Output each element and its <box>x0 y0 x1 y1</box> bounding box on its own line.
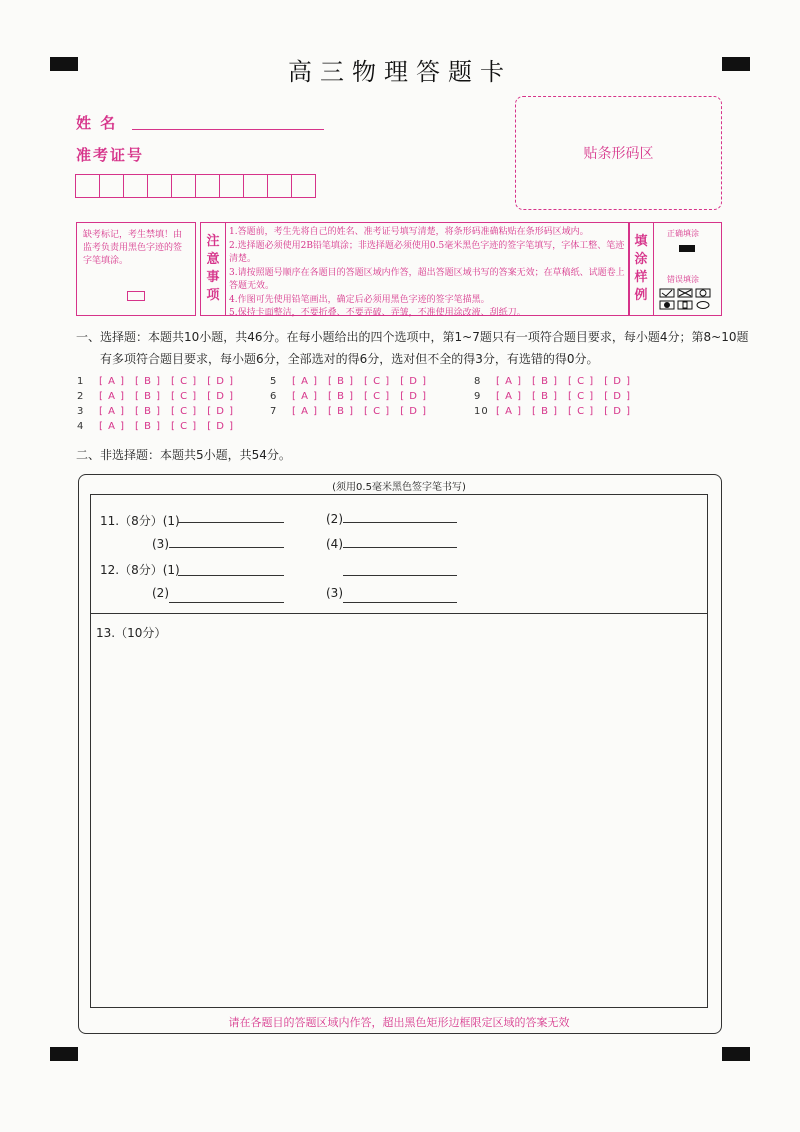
q11-3-label: (3) <box>152 537 169 551</box>
wrong-fill-samples <box>659 287 717 311</box>
q12-2-label: (2) <box>152 586 169 600</box>
choice-row <box>270 376 427 387</box>
option-bubble[interactable]: [ C ] <box>171 406 198 417</box>
option-bubble[interactable]: [ C ] <box>568 391 595 402</box>
absent-mark-box <box>76 222 196 316</box>
choice-row <box>474 406 631 417</box>
option-bubble[interactable]: [ D ] <box>400 391 428 402</box>
notice-item: 4.作图可先使用铅笔画出，确定后必须用黑色字迹的签字笔描黑。 <box>229 294 490 305</box>
question-number: 1 <box>77 376 85 387</box>
choice-row <box>77 376 234 387</box>
notice-item: 3.请按照题号顺序在各题目的答题区域内作答，超出答题区域书写的答案无效；在草稿纸、试题卷上答题无效。 <box>229 267 625 291</box>
option-bubble[interactable]: [ A ] <box>496 376 523 387</box>
fill-example-title <box>633 233 649 305</box>
section1-heading-line2: 有多项符合题目要求，每小题6分，全部选对的得6分，选对但不全的得3分，有选错的得0分。 <box>100 352 599 366</box>
option-bubble[interactable]: [ A ] <box>99 376 126 387</box>
digit-box[interactable] <box>123 174 148 198</box>
option-bubble[interactable]: [ B ] <box>532 406 559 417</box>
option-bubble[interactable]: [ C ] <box>364 391 391 402</box>
q12-3-label: (3) <box>326 586 343 600</box>
q11-label: 11.（8分）(1) <box>100 514 180 528</box>
notice-box <box>200 222 630 316</box>
q12-label: 12.（8分）(1) <box>100 563 180 577</box>
question-number: 10 <box>474 406 489 417</box>
digit-box[interactable] <box>243 174 268 198</box>
answer-area-q13[interactable] <box>90 612 708 1008</box>
digit-box[interactable] <box>171 174 196 198</box>
choice-row <box>474 391 631 402</box>
option-bubble[interactable]: [ C ] <box>364 406 391 417</box>
option-bubble[interactable]: [ A ] <box>292 406 319 417</box>
option-bubble[interactable]: [ A ] <box>99 421 126 432</box>
option-bubble[interactable]: [ B ] <box>328 406 355 417</box>
fill-example-box <box>628 222 722 316</box>
option-bubble[interactable]: [ C ] <box>364 376 391 387</box>
option-bubble[interactable]: [ D ] <box>207 421 235 432</box>
question-number: 2 <box>77 391 85 402</box>
q11-4-label: (4) <box>326 537 343 551</box>
option-bubble[interactable]: [ C ] <box>171 421 198 432</box>
registration-mark-bottom-right <box>722 1047 750 1061</box>
q12-3-answer-line[interactable] <box>343 588 457 603</box>
q11-3-answer-line[interactable] <box>169 533 284 548</box>
option-bubble[interactable]: [ A ] <box>292 376 319 387</box>
section2-heading: 二、非选择题：本题共5小题，共54分。 <box>76 448 291 462</box>
option-bubble[interactable]: [ B ] <box>328 376 355 387</box>
choice-row <box>270 391 427 402</box>
fill-example-char: 涂 <box>634 252 648 267</box>
footer-note: 请在各题目的答题区域内作答，超出黑色矩形边框限定区域的答案无效 <box>228 1016 570 1029</box>
choice-row <box>77 406 234 417</box>
choice-row <box>474 376 631 387</box>
option-bubble[interactable]: [ B ] <box>135 376 162 387</box>
q11-2-label: (2) <box>326 512 343 526</box>
option-bubble[interactable]: [ A ] <box>292 391 319 402</box>
digit-box[interactable] <box>195 174 220 198</box>
q13-label: 13.（10分） <box>96 626 167 640</box>
option-bubble[interactable]: [ D ] <box>604 391 632 402</box>
notice-title-char: 事 <box>206 270 220 285</box>
fill-example-char: 样 <box>634 270 648 285</box>
notice-list <box>229 226 625 321</box>
option-bubble[interactable]: [ C ] <box>568 376 595 387</box>
wrong-fill-label: 错误填涂 <box>667 275 699 284</box>
question-number: 3 <box>77 406 85 417</box>
option-bubble[interactable]: [ B ] <box>532 376 559 387</box>
barcode-label: 贴条形码区 <box>583 146 654 162</box>
absent-checkbox[interactable] <box>127 291 145 301</box>
fill-example-char: 例 <box>634 288 648 303</box>
barcode-area <box>515 96 722 210</box>
option-bubble[interactable]: [ C ] <box>171 391 198 402</box>
question-number: 7 <box>270 406 278 417</box>
question-number: 6 <box>270 391 278 402</box>
digit-box[interactable] <box>267 174 292 198</box>
option-bubble[interactable]: [ D ] <box>400 406 428 417</box>
option-bubble[interactable]: [ D ] <box>400 376 428 387</box>
exam-number-boxes[interactable] <box>76 174 316 198</box>
option-bubble[interactable]: [ D ] <box>207 376 235 387</box>
question-number: 8 <box>474 376 482 387</box>
digit-box[interactable] <box>99 174 124 198</box>
q11-4-answer-line[interactable] <box>343 533 457 548</box>
notice-item: 1.答题前，考生先将自己的姓名、准考证号填写清楚，将条形码准确粘贴在条形码区域内。 <box>229 227 589 237</box>
q12-extra-answer-line[interactable] <box>343 561 457 576</box>
notice-title <box>205 233 221 305</box>
option-bubble[interactable]: [ B ] <box>135 406 162 417</box>
digit-box[interactable] <box>75 174 100 198</box>
exam-number-label: 准考证号 <box>76 146 145 164</box>
question-number: 9 <box>474 391 482 402</box>
option-bubble[interactable]: [ B ] <box>328 391 355 402</box>
option-bubble[interactable]: [ A ] <box>99 406 126 417</box>
question-number: 5 <box>270 376 278 387</box>
option-bubble[interactable]: [ A ] <box>496 406 523 417</box>
notice-section <box>76 222 720 316</box>
option-bubble[interactable]: [ C ] <box>568 406 595 417</box>
option-bubble[interactable]: [ B ] <box>532 391 559 402</box>
digit-box[interactable] <box>219 174 244 198</box>
option-bubble[interactable]: [ A ] <box>496 391 523 402</box>
section1-heading-line1: 一、选择题：本题共10小题，共46分。在每小题给出的四个选项中，第1~7题只有一项符合题目要求，每小题4分；第8~10题 <box>76 330 749 344</box>
registration-mark-bottom-left <box>50 1047 78 1061</box>
notice-title-char: 意 <box>206 252 220 267</box>
option-bubble[interactable]: [ C ] <box>171 376 198 387</box>
notice-title-char: 项 <box>206 288 220 303</box>
q12-2-answer-line[interactable] <box>169 588 284 603</box>
notice-item: 2.选择题必须使用2B铅笔填涂；非选择题必须使用0.5毫米黑色字迹的签字笔填写，字体工整、笔迹清楚。 <box>229 240 625 264</box>
option-bubble[interactable]: [ D ] <box>604 376 632 387</box>
option-bubble[interactable]: [ B ] <box>135 391 162 402</box>
choice-row <box>77 391 234 402</box>
option-bubble[interactable]: [ D ] <box>207 391 235 402</box>
name-label: 姓 名 <box>76 114 118 132</box>
notice-title-char: 注 <box>206 234 220 249</box>
choice-row <box>270 406 427 417</box>
digit-box[interactable] <box>291 174 316 198</box>
option-bubble[interactable]: [ D ] <box>207 406 235 417</box>
notice-item: 5.保持卡面整洁，不要折叠、不要弄破、弄皱，不准使用涂改液、刮纸刀。 <box>229 308 526 318</box>
q11-1-answer-line[interactable] <box>178 508 284 523</box>
q11-2-answer-line[interactable] <box>343 508 457 523</box>
fill-example-char: 填 <box>634 234 648 249</box>
correct-fill-sample <box>679 245 695 252</box>
option-bubble[interactable]: [ A ] <box>99 391 126 402</box>
choice-row <box>77 421 234 432</box>
answer-header: (须用0.5毫米黑色签字笔书写) <box>332 482 466 493</box>
correct-fill-label: 正确填涂 <box>667 229 699 238</box>
question-number: 4 <box>77 421 85 432</box>
option-bubble[interactable]: [ B ] <box>135 421 162 432</box>
q12-1-answer-line[interactable] <box>178 561 284 576</box>
name-field[interactable] <box>132 112 324 130</box>
option-bubble[interactable]: [ D ] <box>604 406 632 417</box>
digit-box[interactable] <box>147 174 172 198</box>
page-title: 高三物理答题卡 <box>288 58 512 86</box>
absent-note: 缺考标记，考生禁填！由监考负责用黑色字迹的签字笔填涂。 <box>83 230 183 266</box>
